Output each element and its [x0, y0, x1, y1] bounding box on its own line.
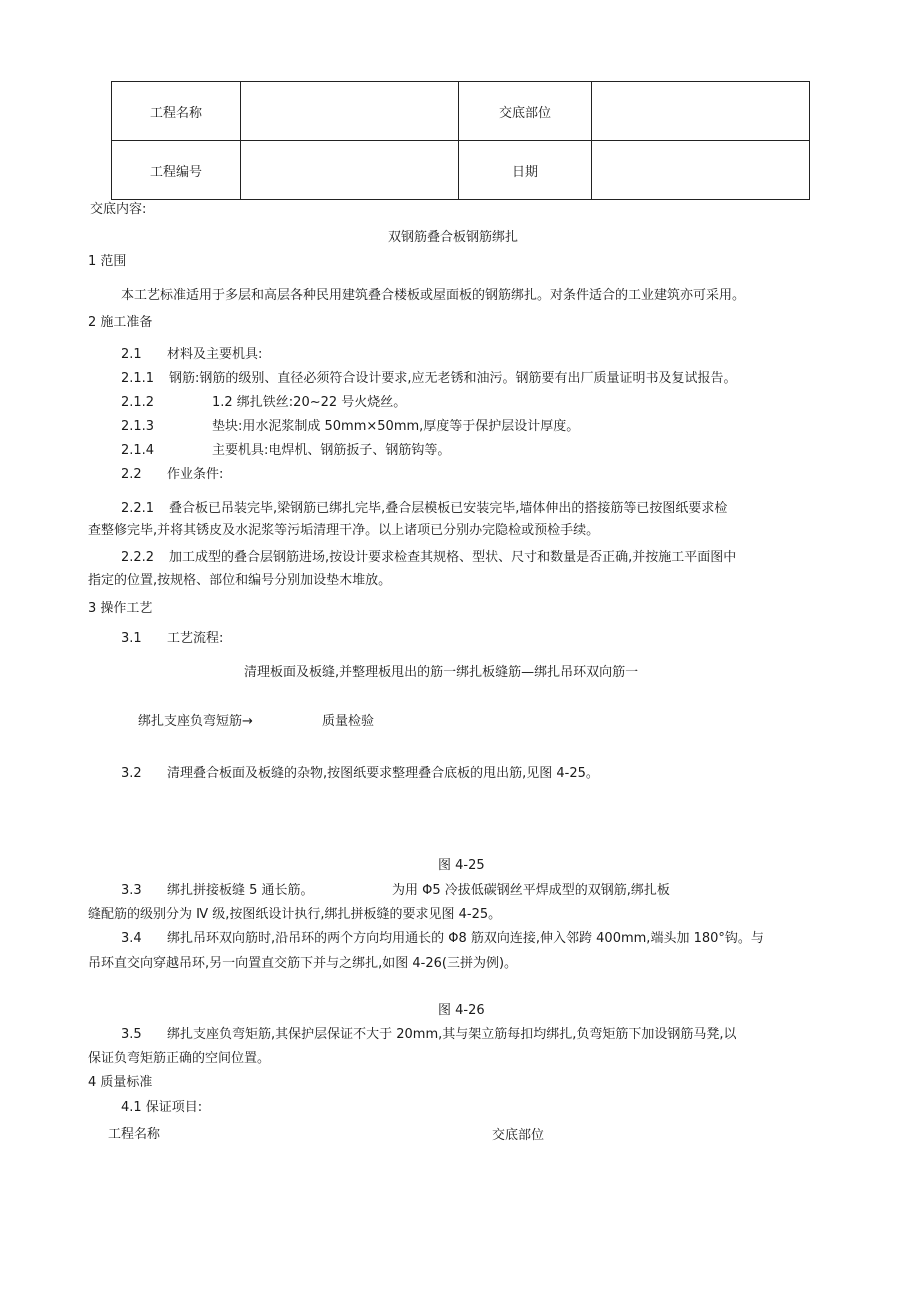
- item-2-1-4-num: 2.1.4: [121, 443, 155, 458]
- item-2-2-num: 2.2: [121, 467, 142, 482]
- section-2-heading: 2 施工准备: [88, 315, 153, 330]
- item-2-1-3-num: 2.1.3: [121, 419, 155, 434]
- header-row-1: [112, 82, 810, 141]
- process-flow-step-b: 质量检验: [322, 714, 375, 729]
- header-row-2: [112, 141, 810, 200]
- item-2-2-2-line-1: 加工成型的叠合层钢筋进场,按设计要求检查其规格、型状、尺寸和数量是否正确,并按施工平面图中: [169, 550, 737, 565]
- item-3-3-line-2: 缝配筋的级别分为 Ⅳ 级,按图纸设计执行,绑扎拼板缝的要求见图 4-25。: [88, 907, 502, 922]
- item-3-3-text-b: 为用 Φ5 冷拔低碳钢丝平焊成型的双钢筋,绑扎板: [392, 883, 670, 898]
- project-no-label: 工程编号: [112, 141, 241, 200]
- footer-handover-part-label: 交底部位: [492, 1128, 545, 1143]
- item-3-5-num: 3.5: [121, 1027, 142, 1042]
- item-3-5-line-1: 绑扎支座负弯矩筋,其保护层保证不大于 20mm,其与架立筋每扣均绑扎,负弯矩筋下加设钢筋马凳,以: [167, 1027, 737, 1042]
- item-3-4-num: 3.4: [121, 931, 142, 946]
- item-2-1-2-text: 1.2 绑扎铁丝:20~22 号火烧丝。: [212, 395, 407, 410]
- item-3-3-text-a: 绑扎拼接板缝 5 通长筋。: [167, 883, 314, 898]
- process-flow-line-1: 清理板面及板缝,并整理板甩出的筋一绑扎板缝筋—绑扎吊环双向筋一: [244, 665, 639, 680]
- handover-part-label: 交底部位: [459, 82, 592, 141]
- section-1-heading: 1 范围: [88, 254, 127, 269]
- item-2-1-3-text: 垫块:用水泥浆制成 50mm×50mm,厚度等于保护层设计厚度。: [212, 419, 580, 434]
- header-table: [111, 81, 810, 200]
- content-label: 交底内容:: [90, 202, 147, 217]
- item-2-1-1-num: 2.1.1: [121, 371, 155, 386]
- item-2-1-4-text: 主要机具:电焊机、钢筋扳子、钢筋钩等。: [212, 443, 451, 458]
- item-3-2-num: 3.2: [121, 766, 142, 781]
- date-value: [592, 141, 810, 200]
- item-3-4-line-1: 绑扎吊环双向筋时,沿吊环的两个方向均用通长的 Φ8 筋双向连接,伸入邻跨 400mm,端头加 180°钩。与: [167, 931, 764, 946]
- item-2-2-2-num: 2.2.2: [121, 550, 155, 565]
- item-3-4-line-2: 吊环直交向穿越吊环,另一向置直交筋下并与之绑扎,如图 4-26(三拼为例)。: [88, 956, 518, 971]
- item-2-2-1-line-2: 查整修完毕,并将其锈皮及水泥浆等污垢清理干净。以上诸项已分别办完隐检或预检手续。: [88, 523, 600, 538]
- figure-4-25-caption: 图 4-25: [438, 858, 485, 873]
- project-name-label: 工程名称: [112, 82, 241, 141]
- item-2-1-2-num: 2.1.2: [121, 395, 155, 410]
- project-no-value: [241, 141, 459, 200]
- section-3-heading: 3 操作工艺: [88, 601, 153, 616]
- item-3-5-line-2: 保证负弯矩筋正确的空间位置。: [88, 1051, 271, 1066]
- section-1-text: 本工艺标准适用于多层和高层各种民用建筑叠合楼板或屋面板的钢筋绑扎。对条件适合的工业建筑亦可采用。: [121, 288, 746, 303]
- project-name-value: [241, 82, 459, 141]
- document-title: 双钢筋叠合板钢筋绑扎: [388, 230, 519, 245]
- date-label: 日期: [459, 141, 592, 200]
- footer-project-name-label: 工程名称: [108, 1127, 161, 1142]
- item-2-2-2-line-2: 指定的位置,按规格、部位和编号分别加设垫木堆放。: [88, 573, 392, 588]
- item-2-1-num: 2.1: [121, 347, 142, 362]
- item-2-1-1-text: 钢筋:钢筋的级别、直径必须符合设计要求,应无老锈和油污。钢筋要有出厂质量证明书及复试报告。: [169, 371, 737, 386]
- item-3-1-num: 3.1: [121, 631, 142, 646]
- item-2-2-text: 作业条件:: [167, 467, 224, 482]
- figure-4-26-caption: 图 4-26: [438, 1003, 485, 1018]
- item-3-2-text: 清理叠合板面及板缝的杂物,按图纸要求整理叠合底板的甩出筋,见图 4-25。: [167, 766, 599, 781]
- handover-part-value: [592, 82, 810, 141]
- item-2-2-1-line-1: 叠合板已吊装完毕,梁钢筋已绑扎完毕,叠合层模板已安装完毕,墙体伸出的搭接筋等已按图纸要求检: [169, 501, 728, 516]
- item-3-1-text: 工艺流程:: [167, 631, 224, 646]
- process-flow-step-a: 绑扎支座负弯短筋→: [138, 714, 253, 729]
- item-4-1-text: 4.1 保证项目:: [121, 1100, 203, 1115]
- item-2-2-1-num: 2.2.1: [121, 501, 155, 516]
- section-4-heading: 4 质量标准: [88, 1075, 153, 1090]
- item-2-1-text: 材料及主要机具:: [167, 347, 263, 362]
- item-3-3-num: 3.3: [121, 883, 142, 898]
